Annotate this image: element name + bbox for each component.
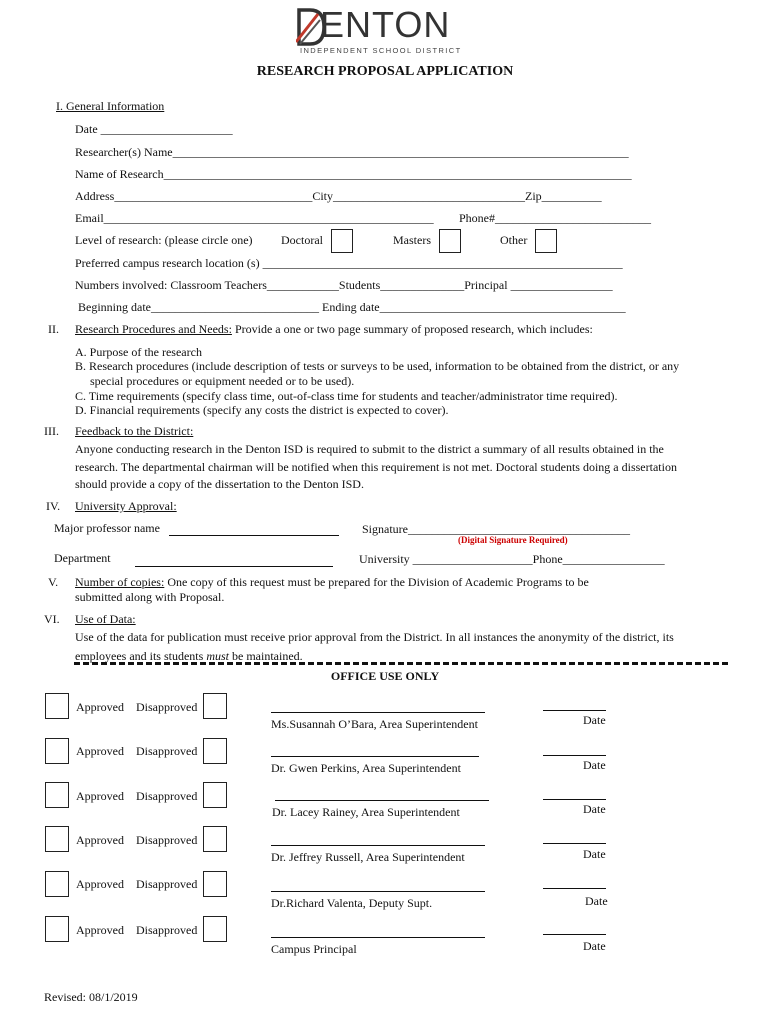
level-of-research-label: Level of research: (please circle one)	[75, 233, 253, 247]
major-professor-label: Major professor name	[54, 521, 160, 535]
date-label: Date	[585, 894, 608, 908]
doctoral-checkbox[interactable]	[331, 229, 353, 253]
disapproved-checkbox[interactable]	[203, 871, 227, 897]
researcher-name-field[interactable]: Researcher(s) Name____________________________________________________________________________	[75, 145, 629, 159]
approved-label: Approved	[76, 789, 124, 803]
date-line[interactable]	[543, 888, 606, 889]
official-name: Ms.Susannah O’Bara, Area Superintendent	[271, 717, 478, 731]
revised-date: Revised: 08/1/2019	[44, 990, 138, 1004]
phone-field[interactable]: Phone#__________________________	[459, 211, 651, 225]
section5-number: V.	[48, 575, 59, 589]
logo-wordmark: ENTON	[320, 4, 451, 45]
level-other-label: Other	[500, 233, 528, 247]
date-line[interactable]	[543, 755, 606, 756]
item-b-continued: special procedures or equipment needed or to be used).	[90, 374, 355, 388]
digital-signature-note: (Digital Signature Required)	[458, 535, 568, 545]
date-line[interactable]	[543, 934, 606, 935]
date-line[interactable]	[543, 843, 606, 844]
approved-label: Approved	[76, 833, 124, 847]
logo-subtitle: INDEPENDENT SCHOOL DISTRICT	[300, 46, 462, 55]
form-title: RESEARCH PROPOSAL APPLICATION	[256, 64, 514, 79]
disapproved-checkbox[interactable]	[203, 782, 227, 808]
feedback-line-2: research. The departmental chairman will be notified when this requirement is not met. Doctoral students doing a dissertation	[75, 460, 677, 474]
official-name: Dr.Richard Valenta, Deputy Supt.	[271, 896, 433, 910]
approved-checkbox[interactable]	[45, 826, 69, 852]
approved-checkbox[interactable]	[45, 693, 69, 719]
disapproved-label: Disapproved	[136, 700, 198, 714]
section2-number: II.	[48, 322, 59, 336]
numbers-involved-field[interactable]: Numbers involved: Classroom Teachers____________Students______________Principal _________________	[75, 278, 613, 292]
official-name: Dr. Jeffrey Russell, Area Superintendent	[271, 850, 465, 864]
copies-line-2: submitted along with Proposal.	[75, 590, 225, 604]
name-of-research-field[interactable]: Name of Research______________________________________________________________________________	[75, 167, 632, 181]
approved-checkbox[interactable]	[45, 916, 69, 942]
approved-label: Approved	[76, 923, 124, 937]
signature-line[interactable]	[271, 937, 485, 938]
disapproved-label: Disapproved	[136, 833, 198, 847]
item-c: C. Time requirements (specify class time, out-of-class time for students and teacher/administrator time required).	[75, 389, 618, 403]
signature-line[interactable]	[275, 800, 489, 801]
section3-number: III.	[44, 424, 59, 438]
date-label: Date	[583, 802, 606, 816]
approved-checkbox[interactable]	[45, 738, 69, 764]
official-name: Campus Principal	[271, 942, 357, 956]
address-city-zip-field[interactable]: Address_________________________________City________________________________Zip__________	[75, 189, 602, 203]
signature-line[interactable]	[271, 891, 485, 892]
feedback-line-3: should provide a copy of the dissertation to the Denton ISD.	[75, 477, 364, 491]
approved-label: Approved	[76, 744, 124, 758]
campus-location-field[interactable]: Preferred campus research location (s) ____________________________________________________________	[75, 256, 623, 270]
date-label: Date	[583, 939, 606, 953]
disapproved-label: Disapproved	[136, 923, 198, 937]
official-name: Dr. Gwen Perkins, Area Superintendent	[271, 761, 461, 775]
masters-checkbox[interactable]	[439, 229, 461, 253]
level-masters-label: Masters	[393, 233, 431, 247]
disapproved-checkbox[interactable]	[203, 916, 227, 942]
item-d: D. Financial requirements (specify any costs the district is expected to cover).	[75, 403, 449, 417]
use-of-data-line-2: employees and its students must be maintained.	[75, 649, 303, 663]
section3-heading: Feedback to the District:	[75, 424, 194, 438]
disapproved-label: Disapproved	[136, 877, 198, 891]
section4-heading: University Approval:	[75, 499, 177, 513]
date-label: Date	[583, 847, 606, 861]
approved-label: Approved	[76, 700, 124, 714]
approved-checkbox[interactable]	[45, 782, 69, 808]
feedback-line-1: Anyone conducting research in the Denton ISD is required to submit to the district a summary of all results obtained in the	[75, 442, 664, 456]
signature-field[interactable]: Signature_____________________________________	[362, 522, 630, 536]
section4-number: IV.	[46, 499, 61, 513]
date-label: Date	[583, 713, 606, 727]
section5-heading-line: Number of copies: One copy of this request must be prepared for the Division of Academic Programs to be	[75, 575, 589, 589]
section2-heading-line: Research Procedures and Needs: Provide a one or two page summary of proposed research, which includes:	[75, 322, 593, 336]
item-a: A. Purpose of the research	[75, 345, 202, 359]
other-checkbox[interactable]	[535, 229, 557, 253]
official-name: Dr. Lacey Rainey, Area Superintendent	[272, 805, 460, 819]
disapproved-label: Disapproved	[136, 744, 198, 758]
date-label: Date	[583, 758, 606, 772]
office-use-divider	[74, 662, 728, 665]
date-line[interactable]	[543, 710, 606, 711]
section1-heading: I. General Information	[56, 99, 165, 113]
level-doctoral-label: Doctoral	[281, 233, 323, 247]
university-phone-field[interactable]: University ____________________Phone_________________	[359, 552, 665, 566]
section6-number: VI.	[44, 612, 60, 626]
email-field[interactable]: Email_______________________________________________________	[75, 211, 434, 225]
item-b: B. Research procedures (include description of tests or surveys to be used, information to be obtained from the district, or any	[75, 359, 680, 373]
signature-line[interactable]	[271, 845, 485, 846]
beginning-ending-date-field[interactable]: Beginning date____________________________ Ending date_________________________________________	[78, 300, 626, 314]
approved-checkbox[interactable]	[45, 871, 69, 897]
department-input[interactable]	[135, 566, 333, 567]
disapproved-checkbox[interactable]	[203, 693, 227, 719]
office-use-heading: OFFICE USE ONLY	[330, 669, 440, 683]
disapproved-label: Disapproved	[136, 789, 198, 803]
disapproved-checkbox[interactable]	[203, 738, 227, 764]
date-field[interactable]: Date ______________________	[75, 122, 233, 136]
department-label: Department	[54, 551, 111, 565]
signature-line[interactable]	[271, 712, 485, 713]
denton-isd-logo	[296, 4, 476, 55]
major-professor-input[interactable]	[169, 535, 339, 536]
signature-line[interactable]	[271, 756, 479, 757]
date-line[interactable]	[543, 799, 606, 800]
disapproved-checkbox[interactable]	[203, 826, 227, 852]
section6-heading: Use of Data:	[75, 612, 136, 626]
approved-label: Approved	[76, 877, 124, 891]
use-of-data-line-1: Use of the data for publication must receive prior approval from the District. In all instances the anonymity of the district, its	[75, 630, 674, 644]
